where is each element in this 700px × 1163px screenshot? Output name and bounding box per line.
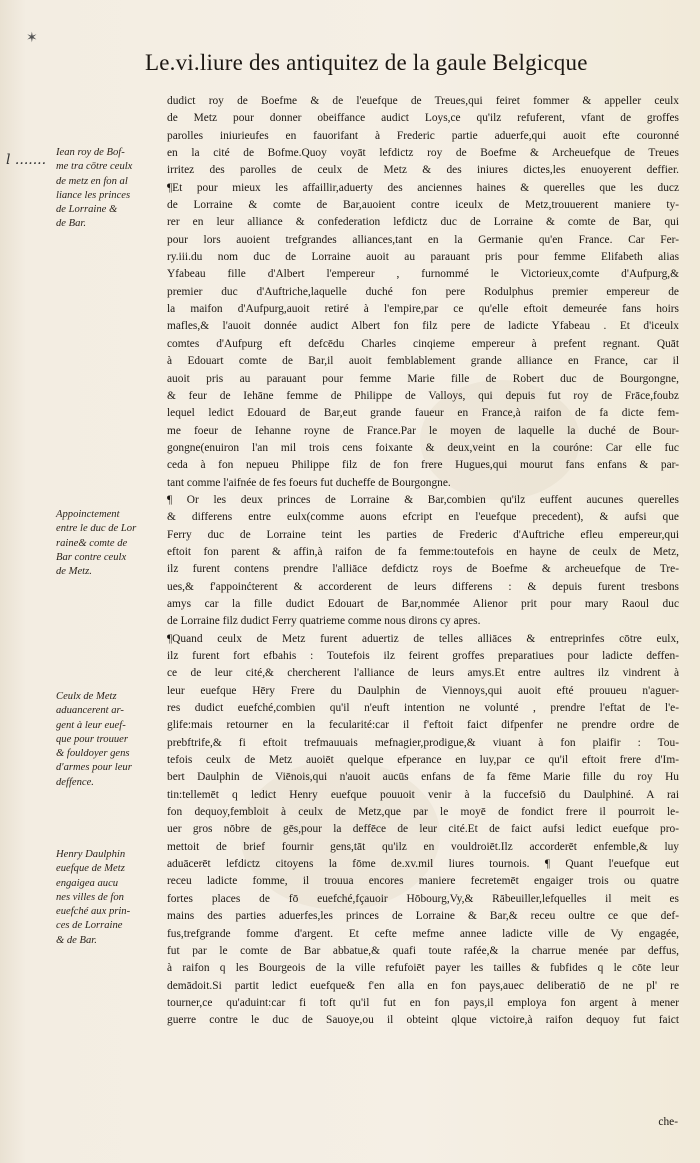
top-mark: ✶ <box>26 30 38 46</box>
text-line: la maifon d'Aufpurg,auoit retiré à l'empire,par ce qu'elle eftoit demeurée fans hoirs <box>167 303 679 316</box>
text-line: comtes d'Aufpurg eft defcēdu Charles cinqieme empereur à prefent regnant. Quāt <box>167 337 679 350</box>
text-line: tin:tellemēt q ledict Henry euefque pouuoit venir à la fuccefsiō du Daulphiné. A rai <box>167 788 679 801</box>
text-line: ues,& f'appoinćterent & accorderent de leurs differens : & depuis furent tresbons <box>167 580 679 593</box>
margin-line: euefque de Metz <box>56 863 125 875</box>
text-line: receu ladicte fomme, il trouua encores maniere fecretemēt engaiger trois ou quatre <box>167 875 679 888</box>
margin-line: de Metz. <box>56 566 92 578</box>
margin-line: raine& comte de <box>56 537 128 549</box>
left-ink-mark: l ....... <box>6 152 47 168</box>
margin-line: & de Bar. <box>56 934 97 946</box>
text-line: à Edouart comte de Bar,il auoit femblablement grande alliance en France, car il <box>167 355 679 368</box>
margin-line: engaigea aucu <box>56 877 119 889</box>
text-line: me foeur de Iehanne royne de France.Par le moyen de laquelle la duché de Bour- <box>167 424 679 437</box>
text-line: ceda à fon nepueu Philippe filz de fon frere Hugues,qui mourut fans enfans & par- <box>167 459 679 472</box>
margin-note-4 <box>56 848 172 948</box>
margin-line: Ceulx de Metz <box>56 691 117 702</box>
text-line: fus,trefgrande fomme d'argent. Et cefte mefme annee ladicte ville de Vy engagée, <box>167 927 679 940</box>
text-line: & feur de Iehāne femme de Philippe de Valloys, qui depuis fut roy de Frāce,foubz <box>167 389 679 402</box>
text-line: tant comme l'aifnée de fes foeurs fut ducheffe de Bourgongne. <box>167 476 451 489</box>
text-line: de Lorraine & comte de Bar,auoient contre iceulx de Metz,trouuerent maniere ty- <box>167 199 679 212</box>
text-line: leur euefque Hēry Frere du Daulphin de Viennoys,qui auoit efté prouueu n'aguer- <box>167 684 679 697</box>
text-line: mettoit de brief fournir gens,tāt qu'ilz en vouldroiēt.Ilz accorderēt enfemble,& luy <box>167 840 679 853</box>
margin-line: ces de Lorraine <box>56 920 123 932</box>
text-line: rer en leur alliance & confederation lefdictz duc de Lorraine & comte de Bar, qui <box>167 216 679 229</box>
text-line: tourner,ce qu'aduint:car fi toft qu'il fut en fon pays,il employa fon argent à mener <box>167 996 679 1009</box>
margin-line: de metz en fon al <box>56 175 128 187</box>
text-line: mafles,& l'auoit donnée audict Albert fon filz pere de ladicte Yfabeau . Et d'iceulx <box>167 320 679 333</box>
text-line: fon dequoy,fembloit à ceulx de Metz,que par le moyē de fondict frere il pourroit le- <box>167 806 679 819</box>
text-line: res dudict euefché,combien qu'il n'euft intention ne volunté , prendre l'eftat de l'e- <box>167 702 679 715</box>
margin-note-1 <box>56 146 172 232</box>
text-line: gongne(enuiron l'an mil trois cens foixante & deux,veint en la couróne: Car elle fuc <box>167 441 679 454</box>
catchword: che- <box>658 1116 678 1128</box>
margin-note-2 <box>56 508 172 579</box>
margin-line: & fouldoyer gens <box>56 748 130 760</box>
text-line: aduācerēt lefdictz citoyens la fōme de.xv.mil liures tournois. ¶ Quant l'euefque eut <box>167 858 679 871</box>
margin-line: de Lorraine & <box>56 204 118 216</box>
margin-note-3 <box>56 690 172 790</box>
text-line: uer gros nōbre de gēs,pour la deffēce de leur cité.Et de faict aufsi ledict euefque pro- <box>167 823 679 836</box>
text-line: & differens entre eulx(comme auons efcript en l'euefque precedent), & aufsi que <box>167 511 679 524</box>
text-line: ¶Et pour mieux les affaillir,aduerty des anciennes haines & querelles que les ducz <box>167 181 679 194</box>
margin-line: nes villes de fon <box>56 891 124 903</box>
text-line: bert Daulphin de Viēnois,qui n'auoit aucūs enfans de fa fēme Marie fille du roy Hu <box>167 771 679 784</box>
margin-line: liance les princes <box>56 189 131 201</box>
text-line: tefois ceulx de Metz auoiēt quelque efperance en luy,par ce qu'il eftoit frere d'Im- <box>167 754 679 767</box>
margin-line: Appoinctement <box>56 509 120 520</box>
text-line: fut par le comte de Bar abbatue,& quafi toute rafée,& la charrue menée par deffus, <box>167 944 679 957</box>
margin-line: aduancerent ar- <box>56 705 124 717</box>
margin-line: gent à leur euef- <box>56 719 126 731</box>
text-line: guerre contre le duc de Sauoye,ou il obteint qlque victoire,à raifon dequoy fut faict <box>167 1014 679 1027</box>
margin-line: d'armes pour leur <box>56 762 132 774</box>
text-line: mains des parties aduerfes,les princes de Lorraine & Bar,& receu oultre ce que def- <box>167 910 679 923</box>
text-line: amys car la fille dudict Edouart de Bar,nommée Alienor prit pour mary Raoul duc <box>167 597 679 610</box>
text-line: parolles iniurieufes en fauorifant à Frederic partie aduerfe,qui auoit efte couronné <box>167 129 679 142</box>
text-line: prebftrife,& fi eftoit trefmauuais mefnagier,prodigue,& viuant à fon plaifir : Tou- <box>167 736 679 749</box>
margin-line: Iean roy de Bof- <box>56 147 125 158</box>
text-line: en la cité de Bofme.Quoy voyāt lefdictz roy de Boefme & Archeuefque de Treues <box>167 147 679 160</box>
text-line: lequel ledict Edouard de Bar,eut grande faueur en France,à raifon de fa dicte fem- <box>167 407 679 420</box>
margin-line: me tra cōtre ceulx <box>56 161 133 173</box>
text-line: ¶Quand ceulx de Metz furent aduertiz de telles alliāces & entreprinfes cōtre eulx, <box>167 632 679 645</box>
margin-line: Bar contre ceulx <box>56 551 127 563</box>
text-line: à raifon q les Bourgeois de la ville refufoiēt payer les tailles & fubfides q le cōte leur <box>167 962 679 975</box>
text-line: premier duc d'Auftriche,laquelle duché fon pere Rodulphus premier empereur de <box>167 285 679 298</box>
body-text <box>167 93 679 1030</box>
margin-line: euefché aux prin- <box>56 906 131 918</box>
text-line: ilz furent fort efbahis : Toutefois ilz feirent groffes preparatiues pour ladicte deffen- <box>167 650 679 662</box>
text-line: glife:mais retourner en la fecularité:car il f'eftoit faict difpenfer ne prendre ordre de <box>167 719 679 732</box>
text-line: ce de leur cité,& chercherent l'alliance de leurs amys.Et entre aultres ilz vindrent à <box>167 667 679 680</box>
text-line: irritez des parolles de ceulx de Metz & des iniures dictes,les enuoyerent deffier. <box>167 164 679 177</box>
page-heading: Le.vi.liure des antiquitez de la gaule Belgicque <box>145 50 588 75</box>
margin-line: Henry Daulphin <box>56 849 126 860</box>
text-line: ¶ Or les deux princes de Lorraine & Bar,combien qu'ilz euffent aucunes querelles <box>167 493 679 506</box>
text-line: dudict roy de Boefme & de l'euefque de Treues,qui feiret fommer & appeller ceulx <box>167 95 679 107</box>
margin-line: de Bar. <box>56 218 87 230</box>
margin-line: que pour trouuer <box>56 733 128 745</box>
text-line: pour lors auoient trefgrandes alliances,tant en la Germanie qu'en France. Car Fer- <box>167 233 679 246</box>
text-line: auoit pris au parauant pour femme Marie fille de Robert duc de Bourgongne, <box>167 372 679 385</box>
text-line: ry.iii.du nom duc de Lorraine auoit au parauant pris pour femme Elifabeth alias <box>167 251 679 264</box>
text-line: demādoit.Si partit ledict euefque& f'en alla en fon pays,auec deliberatiō de ne pl' re <box>167 979 679 992</box>
text-line: eftoit fon parent & affin,à raifon de fa femme:toutefois en hayne de ceulx de Metz, <box>167 545 679 558</box>
text-line: de Metz pour donner obeiffance audict Loys,ce qu'ilz refuferent, vfant de groffes <box>167 112 679 125</box>
text-line: ilz furent contens prendre l'alliāce defdictz roys de Boefme & archeuefque de Tre- <box>167 563 679 576</box>
text-line: Ferry duc de Lorraine teint les parties de Frederic d'Auftriche efleu empereur,qui <box>167 528 679 541</box>
text-line: fortes places de fō euefché,fçauoir Hōbourg,Vy,& Rābeuiller,lefquelles il meit es <box>167 892 679 905</box>
text-line: de Lorraine filz dudict Ferry quatrieme comme nous dirons cy apres. <box>167 615 481 628</box>
text-line: Yfabeau fille d'Albert l'empereur , furnommé le Victorieux,comte d'Aufpurg,& <box>167 268 679 281</box>
margin-line: entre le duc de Lor <box>56 523 137 535</box>
margin-line: deffence. <box>56 776 94 788</box>
